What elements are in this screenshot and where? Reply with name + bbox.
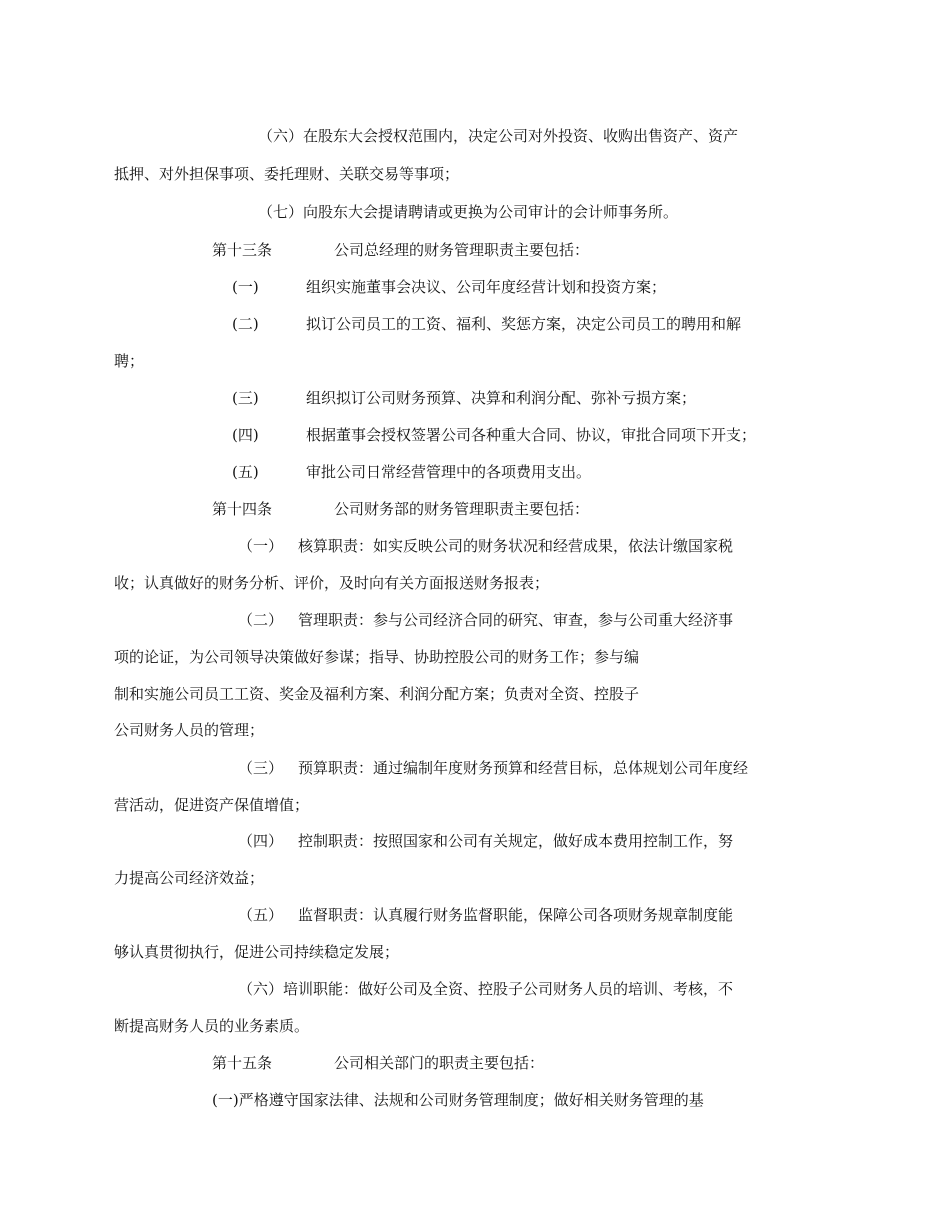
item-number: （三） [238, 759, 284, 777]
item-number: (五) [232, 463, 259, 481]
article-heading: 公司总经理的财务管理职责主要包括： [334, 241, 590, 259]
item-text: 预算职责：通过编制年度财务预算和经营目标，总体规划公司年度经 [298, 759, 749, 777]
article-label: 第十五条 [212, 1054, 273, 1072]
article-label: 第十四条 [212, 500, 273, 518]
item-text: 组织拟订公司财务预算、决算和利润分配、弥补亏损方案； [306, 389, 697, 407]
item-text: 管理职责：参与公司经济合同的研究、审查，参与公司重大经济事 [298, 611, 734, 629]
paragraph-line: （七）向股东大会提请聘请或更换为公司审计的会计师事务所。 [258, 203, 679, 221]
article-heading: 公司财务部的财务管理职责主要包括： [334, 500, 590, 518]
item-number: (一) [232, 278, 259, 296]
item-text: 公司财务人员的管理； [114, 721, 265, 739]
item-text: 拟订公司员工的工资、福利、奖惩方案，决定公司员工的聘用和解 [306, 315, 742, 333]
item-number: （二） [238, 611, 284, 629]
item-number: (三) [232, 389, 259, 407]
item-text: 断提高财务人员的业务素质。 [114, 1017, 310, 1035]
paragraph-line: 抵押、对外担保事项、委托理财、关联交易等事项； [114, 165, 460, 183]
item-text: 聘； [114, 352, 145, 370]
item-text: 组织实施董事会决议、公司年度经营计划和投资方案； [306, 278, 667, 296]
item-text: 项的论证，为公司领导决策做好参谋；指导、协助控股公司的财务工作；参与编 [114, 648, 640, 666]
item-number: (二) [232, 315, 259, 333]
item-text: 力提高公司经济效益； [114, 869, 265, 887]
paragraph-line: （六）在股东大会授权范围内，决定公司对外投资、收购出售资产、资产 [258, 127, 739, 145]
item-text: (一)严格遵守国家法律、法规和公司财务管理制度；做好相关财务管理的基 [212, 1091, 704, 1109]
item-text: 控制职责：按照国家和公司有关规定，做好成本费用控制工作，努 [298, 832, 734, 850]
item-text: 核算职责：如实反映公司的财务状况和经营成果，依法计缴国家税 [298, 537, 734, 555]
item-number: （一） [238, 537, 284, 555]
item-number: (四) [232, 426, 259, 444]
item-text: 审批公司日常经营管理中的各项费用支出。 [306, 463, 592, 481]
item-text: 收；认真做好的财务分析、评价，及时向有关方面报送财务报表； [114, 574, 550, 592]
item-text: 营活动，促进资产保值增值； [114, 796, 310, 814]
item-text: 根据董事会授权签署公司各种重大合同、协议，审批合同项下开支； [306, 426, 757, 444]
item-number: （五） [238, 906, 284, 924]
item-number: （四） [238, 832, 284, 850]
article-label: 第十三条 [212, 241, 273, 259]
item-text: （六）培训职能：做好公司及全资、控股子公司财务人员的培训、考核，不 [238, 980, 734, 998]
item-text: 制和实施公司员工工资、奖金及福利方案、利润分配方案；负责对全资、控股子 [114, 685, 640, 703]
item-text: 监督职责：认真履行财务监督职能，保障公司各项财务规章制度能 [298, 906, 734, 924]
item-text: 够认真贯彻执行，促进公司持续稳定发展； [114, 943, 400, 961]
article-heading: 公司相关部门的职责主要包括： [334, 1054, 545, 1072]
